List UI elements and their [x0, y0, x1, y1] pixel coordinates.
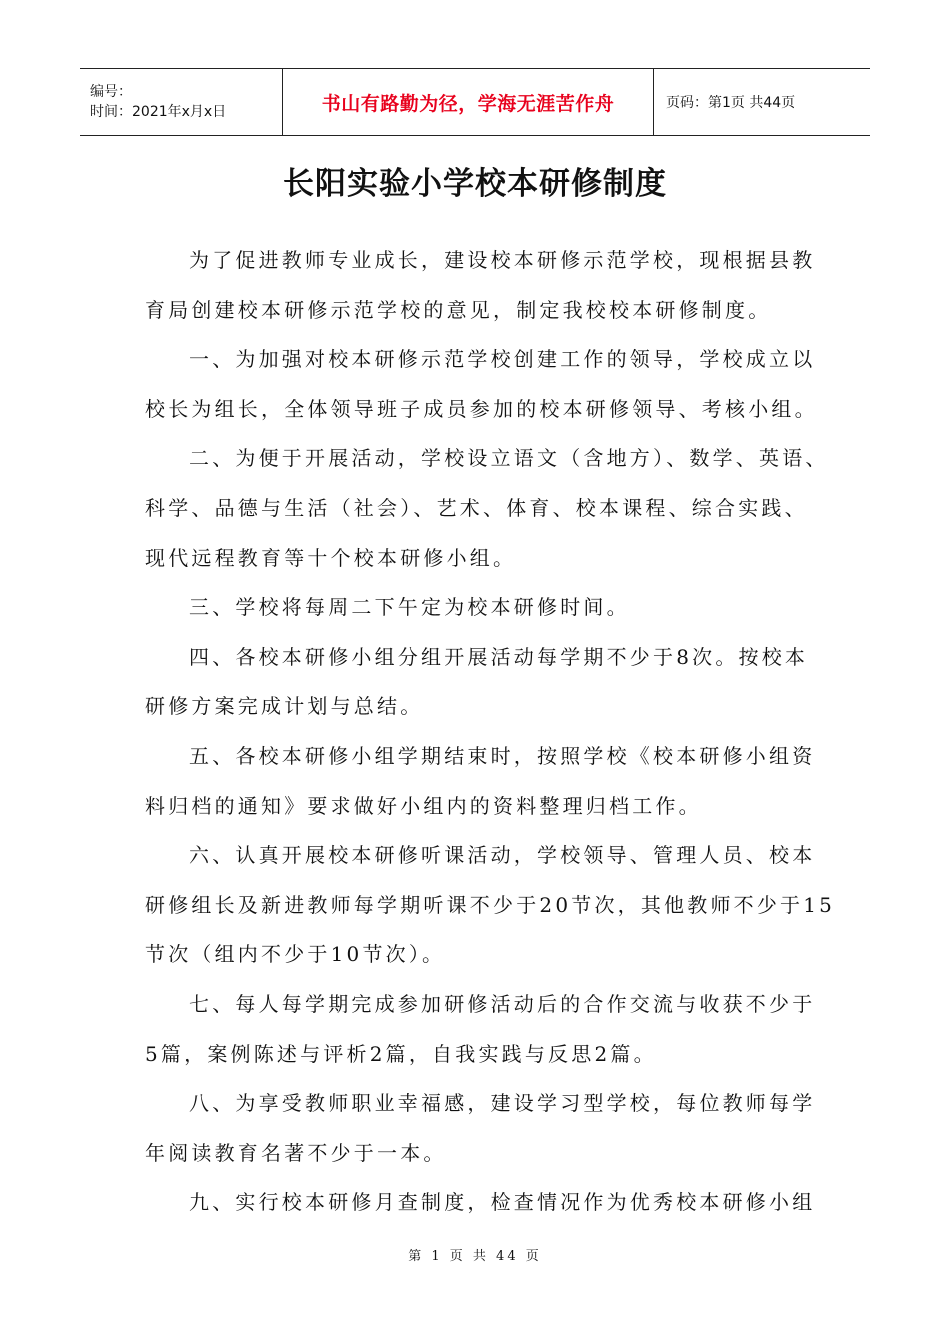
body-line: 年阅读教育名著不少于一本。: [145, 1140, 447, 1165]
body-line: 校长为组长，全体领导班子成员参加的校本研修领导、考核小组。: [145, 396, 818, 421]
header-motto-text: 书山有路勤为径，学海无涯苦作舟: [321, 92, 615, 115]
body-line: 节次（组内不少于10节次）。: [145, 942, 446, 967]
body-line: 育局创建校本研修示范学校的意见，制定我校校本研修制度。: [145, 297, 772, 322]
body-line: 研修方案完成计划与总结。: [145, 694, 424, 719]
body-line: 五、各校本研修小组学期结束时，按照学校《校本研修小组资: [189, 743, 816, 768]
body-line: 为了促进教师专业成长，建设校本研修示范学校，现根据县教: [189, 248, 816, 272]
header-page-info-text: 页码：第1页 共44页: [666, 95, 796, 111]
body-line: 科学、品德与生活（社会）、艺术、体育、校本课程、综合实践、: [145, 495, 808, 520]
body-line: 八、为享受教师职业幸福感，建设学习型学校，每位教师每学: [189, 1091, 816, 1116]
body-line: 九、实行校本研修月查制度，检查情况作为优秀校本研修小组: [189, 1190, 816, 1215]
header-page-info: [654, 69, 870, 135]
document-body: [145, 236, 836, 1228]
body-line: 三、学校将每周二下午定为校本研修时间。: [189, 595, 630, 620]
body-line: 一、为加强对校本研修示范学校创建工作的领导，学校成立以: [189, 347, 816, 372]
body-line: 料归档的通知》要求做好小组内的资料整理归档工作。: [145, 793, 702, 818]
header-number-label: 编号：: [90, 84, 132, 100]
header-time-label: 时间：2021年x月x日: [90, 104, 227, 120]
document-title: 长阳实验小学校本研修制度: [283, 166, 667, 202]
document-header: [80, 68, 870, 136]
body-line: 5篇，案例陈述与评析2篇，自我实践与反思2篇。: [145, 1041, 657, 1066]
header-motto: [282, 69, 654, 135]
body-line: 六、认真开展校本研修听课活动，学校领导、管理人员、校本: [189, 843, 816, 868]
header-meta: [80, 69, 282, 135]
page-footer: 第 1 页 共 44 页: [408, 1249, 542, 1264]
body-line: 四、各校本研修小组分组开展活动每学期不少于8次。按校本: [189, 644, 809, 669]
body-line: 现代远程教育等十个校本研修小组。: [145, 545, 517, 570]
body-line: 二、为便于开展活动，学校设立语文（含地方）、数学、英语、: [189, 446, 829, 471]
body-line: 研修组长及新进教师每学期听课不少于20节次，其他教师不少于15: [145, 892, 836, 917]
body-line: 七、每人每学期完成参加研修活动后的合作交流与收获不少于: [189, 991, 816, 1016]
